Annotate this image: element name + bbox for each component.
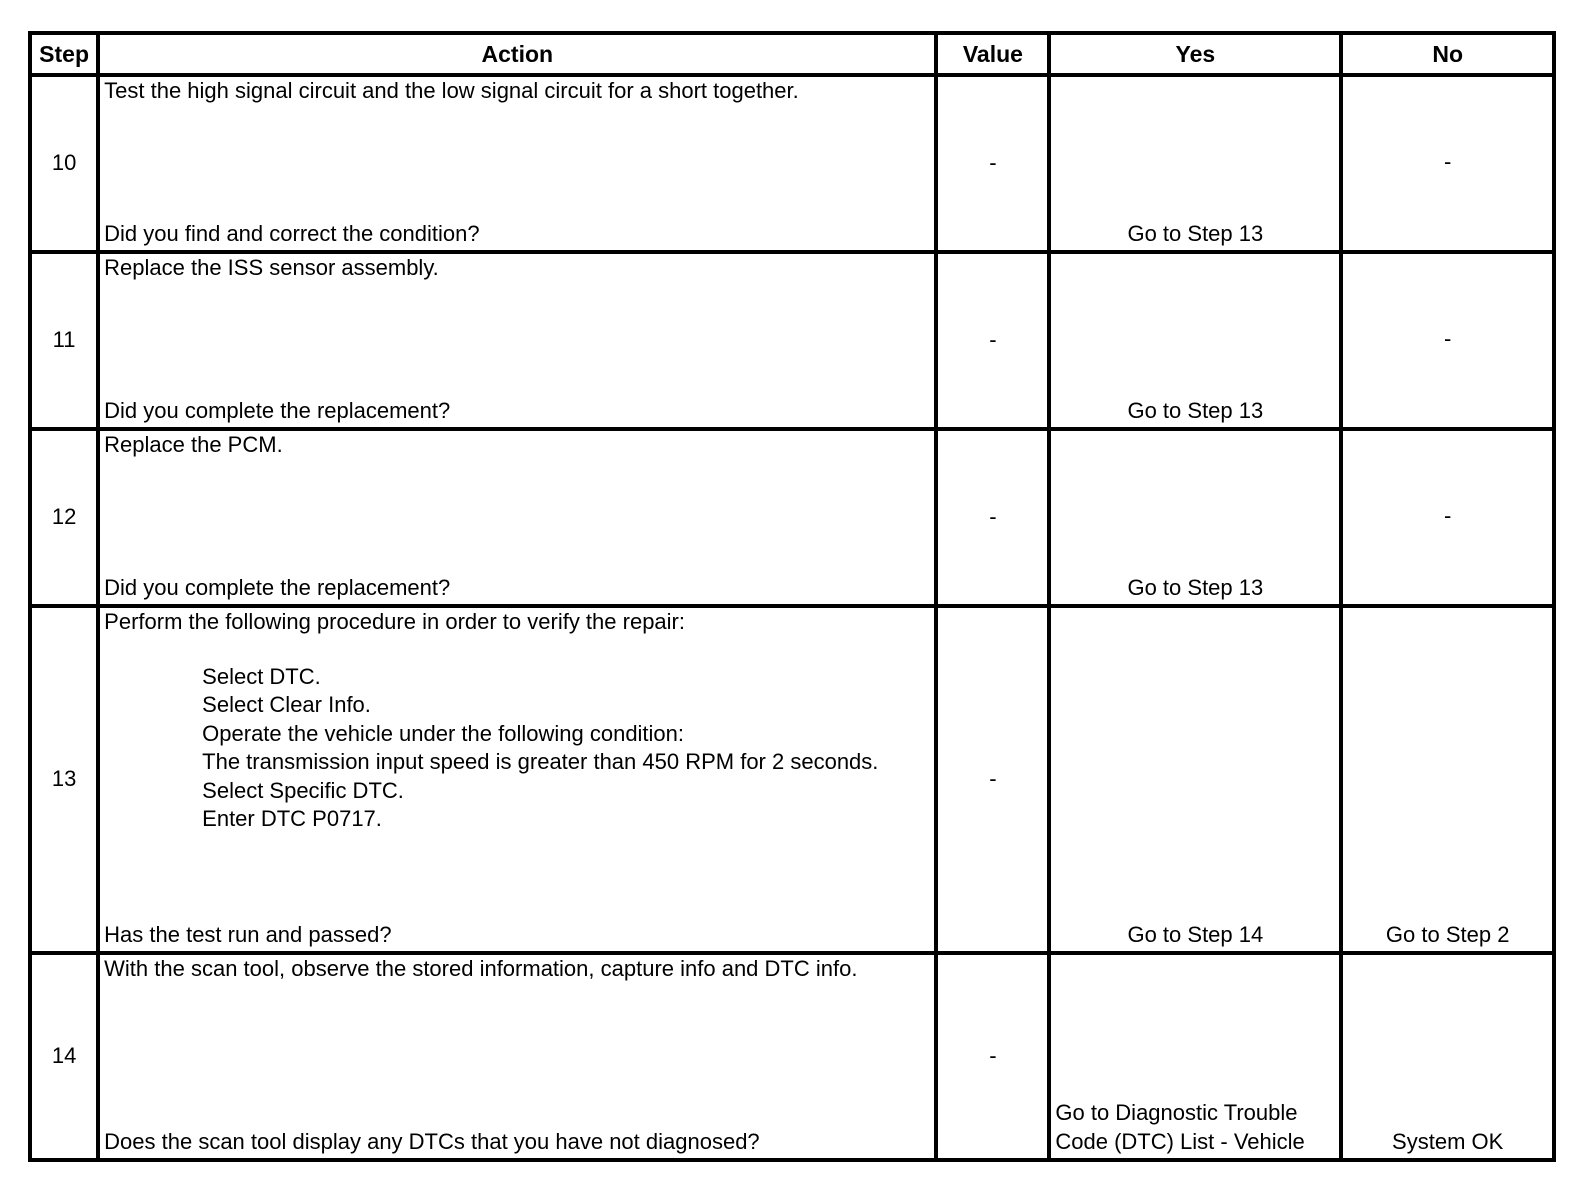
header-yes: Yes — [1049, 33, 1341, 75]
action-question: Does the scan tool display any DTCs that you have not diagnosed? — [104, 1128, 760, 1154]
header-row — [30, 33, 1554, 75]
action-text: With the scan tool, observe the stored information, capture info and DTC info. — [104, 956, 858, 981]
no-cell: System OK — [1341, 953, 1554, 1160]
table-row — [30, 75, 1554, 252]
action-cell — [98, 252, 936, 429]
procedure-list — [104, 663, 930, 834]
header-no: No — [1341, 33, 1554, 75]
procedure-step: Select Specific DTC. — [202, 777, 404, 803]
no-cell: - — [1341, 252, 1554, 429]
yes-cell: Go to Step 13 — [1049, 75, 1341, 252]
yes-cell: Go to Step 14 — [1049, 606, 1341, 953]
header-action: Action — [98, 33, 936, 75]
action-cell — [98, 606, 936, 953]
no-cell: - — [1341, 75, 1554, 252]
value-cell: - — [936, 252, 1049, 429]
procedure-step: Enter DTC P0717. — [202, 806, 382, 831]
procedure-step: Operate the vehicle under the following condition: — [202, 720, 685, 746]
action-cell — [98, 429, 936, 606]
table-row — [30, 953, 1554, 1160]
action-question: Has the test run and passed? — [104, 921, 392, 947]
action-question: Did you find and correct the condition? — [104, 220, 480, 246]
action-text: Replace the ISS sensor assembly. — [104, 255, 439, 280]
action-cell — [98, 75, 936, 252]
table-row — [30, 429, 1554, 606]
no-cell: - — [1341, 429, 1554, 606]
procedure-step: The transmission input speed is greater than 450 RPM for 2 seconds. — [202, 749, 879, 774]
action-text: Replace the PCM. — [104, 432, 283, 457]
action-question: Did you complete the replacement? — [104, 574, 451, 600]
yes-cell: Go to Step 13 — [1049, 252, 1341, 429]
step-number: 12 — [30, 429, 98, 606]
step-number: 14 — [30, 953, 98, 1160]
procedure-step: Select DTC. — [202, 663, 321, 689]
action-text: Perform the following procedure in order to verify the repair: — [104, 609, 685, 634]
value-cell: - — [936, 953, 1049, 1160]
no-cell: Go to Step 2 — [1341, 606, 1554, 953]
step-number: 11 — [30, 252, 98, 429]
action-cell — [98, 953, 936, 1160]
diagnostic-table — [28, 31, 1556, 1162]
header-value: Value — [936, 33, 1049, 75]
action-question: Did you complete the replacement? — [104, 397, 451, 423]
step-number: 13 — [30, 606, 98, 953]
value-cell: - — [936, 606, 1049, 953]
yes-cell: Go to Diagnostic Trouble Code (DTC) List - Vehicle — [1049, 953, 1341, 1160]
value-cell: - — [936, 429, 1049, 606]
yes-cell: Go to Step 13 — [1049, 429, 1341, 606]
action-text: Test the high signal circuit and the low signal circuit for a short together. — [104, 78, 799, 103]
table-row — [30, 606, 1554, 953]
step-number: 10 — [30, 75, 98, 252]
header-step: Step — [30, 33, 98, 75]
table-row — [30, 252, 1554, 429]
procedure-step: Select Clear Info. — [202, 692, 371, 717]
value-cell: - — [936, 75, 1049, 252]
